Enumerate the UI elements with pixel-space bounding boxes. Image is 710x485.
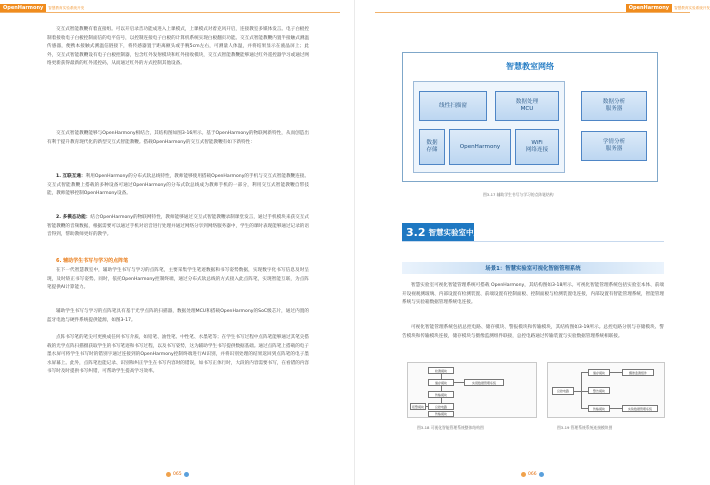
page-dot-icon [521,472,526,477]
feature-body: 利用OpenHarmony的分布式软总线特性，教师能够使用搭载OpenHarmony的手机与交互式智能教鞭连接。交互式智能教鞭上搭载的多种设备可通过OpenHarmony的分布式软总线成为教师手机的一部分，利用交互式智能教鞭自带技能，教师能够控制OpenHarmony设备。 [47,174,309,196]
paragraph: 交互式智能教鞭能够与OpenHarmony相结合，其结构图如图3-16所示。基于OpenHarmony的物联网新特性，从而创造出有利于提升教育现代化的新型交互式智能教鞭。搭载OpenHarmony的交互式智能教鞭有如下新特性： [47,131,309,145]
learning-server-box [581,131,647,161]
flow-box: 储存模块 [588,369,610,376]
flow-box: 总控电路 [552,387,574,395]
box-line: 存储 [426,147,438,153]
right-header [626,4,710,12]
flow-connector [441,398,442,403]
header-divider [375,12,690,13]
flow-connector [610,408,622,409]
diagram-title: 智慧教室网络 [506,62,554,71]
flow-connector [454,382,464,383]
pen-structure-diagram [402,52,658,182]
feature-title: 2. 多模态功能： [56,215,91,220]
flow-box: 警告模块 [588,387,610,394]
paragraph: 可视化智能管理系统包括总控电路、储存模块、警报模块和传输模块，其结构图如3-19所示。总控电路分别与存储模块、警告模块和传输模块连接，储存模块与摄像监测组件联接，总控电路通过传输装置与实验数据管理系统相联接。 [402,325,664,339]
left-header [0,4,84,12]
flow-connector [441,386,442,391]
flow-box: 摄像监测组件 [622,369,654,376]
right-page [355,0,710,485]
page-dot-icon [184,472,189,477]
flow-box: 传输模块 [428,391,454,398]
flow-box: 传输模块 [588,405,610,412]
box-line: 服务器 [605,146,623,152]
box-line: 网络连接 [525,147,549,153]
subheading [56,257,309,267]
subheading-text: 6. 辅助学生书写与学习的点阵笔 [56,258,129,264]
page-number [166,472,189,477]
section-divider [402,241,664,242]
paragraph: 辅助学生书写与学习的点阵笔具有基于光学点阵的扫描器，数据处理MCU和搭载OpenHarmony的SoC级芯片，通过内置的蓝牙电池与硬件系统提供能源，如图3-17。 [47,309,309,323]
flow-connector [426,406,428,407]
feature-paragraph [47,214,309,240]
flow-connector [581,372,582,409]
flow-connector [581,408,588,409]
feature-paragraph [47,173,309,199]
section-title: 智慧实验室中应用 [428,227,489,237]
flow-box: 实现数据管理系统 [464,379,504,386]
figure-caption: 图3-19 管理系统系统连接模块图 [557,425,613,430]
header-subtitle: 智慧教育实验系统开发 [674,5,710,10]
box-line: 服务器 [605,106,623,112]
figure-caption: 图3-18 可视化智能管理系统整体结构图 [417,425,484,430]
paragraph: 交互式智能教鞭有着直接组。可以开启录音功能成进入上课模式，上课模式对着克风开启，连接教室多媒体发言。电子白板控制着接收电子白板控制面信的电平信号，以控制连接电子白板的计算机系统实现白板翻页功能。交互式智能教鞭内置半接触式测温传感器，便携本接触式测温信链接下，将传感器置于距离额头或手腕5cm左右，可测量人体温，并将结果显示在液晶屏上；此外，交互式智能教鞭设有电子白板控制器，包含红外发射模块和红外接收模块，交互式智能教鞭能够通过红外遥控器学习或通过网络更新获得最新的红外遥控码，从而通过红外的方式控制其他设备。 [47,27,309,66]
scanner-box: 线性扫描窗 [419,91,487,121]
section-number: 3.2 [406,225,426,239]
header-divider [0,12,340,13]
paragraph: 在下一代智慧教室中，辅助学生书写与学习的点阵笔，主要采集学生笔迹数据和书写姿势数据，实现数字化书写信息及时呈现，及时矫正书写姿势。同时，依托OpenHarmony控制终端，通过分布式软总线的方式接入此点阵笔，实现智能互联，为点阵笔提供AI计算能力。 [47,268,309,290]
paragraph: 智慧实验室可视化智能管理系统可搭载 OpenHarmony，其结构图如3-18所示。可视化智能管理系统包括实验室本体、前端开设视观测玻璃、内部设置有检测装置、前端设置有控制面板、控制面板与检测装置电连接，内部设置有智能管理系统，智能管理系统与实验箱数据管理系统电连接。 [402,283,664,305]
flow-box: 实验数据管理系统 [622,405,658,412]
flowchart-3-18 [407,362,537,418]
section-header [402,223,502,241]
flow-box: 报警模块 [411,404,424,409]
flow-connector [441,374,442,379]
header-brand: OpenHarmony [0,4,46,12]
flow-box: 传输模块 [428,411,454,417]
page-number-text: 065 [173,472,182,477]
flow-box: 总控电路 [428,403,454,410]
box-line: WiFi [531,140,543,146]
wifi-box [515,129,559,165]
box-line: 学情分析 [602,139,626,145]
page-dot-icon [166,472,171,477]
scene-header [402,262,664,274]
analysis-server-box [581,91,647,121]
box-line: MCU [520,106,534,112]
mcu-box [495,91,559,121]
header-brand: OpenHarmony [626,4,672,12]
flow-box: 检测模块 [428,367,454,374]
box-line: 数据 [426,140,438,146]
paragraph: 点阵书写笔的笔尖可更换成任何书写介质，如铅笔、油性笔、中性笔、水墨笔等；在学生书写过程中点阵笔能够通过其笔尖搭载的光学点阵扫描摄获取学生的书写笔迹和书写过程，以及书写姿势，这为辅助学生书写提供数据基础。通过点阵笔上搭载的电子墨水屏可将学生书写时的错别字通过连接到的OpenHarmony控制终端进行AI识别，并将识别处理的结果返回到点阵笔的电子墨水屏幕上。此外，点阵笔也能记录、识别和纠正学生在书写内容时的错误，如书写正体行时，大段的内容需要书写，在看错的内容书写时及时提供书写纠错，可帮助学生提高学习效率。 [47,335,309,374]
scene-title: 场景1：智慧实验室可视化智能管理系统 [485,266,581,272]
box-line: 数据处理 [515,99,539,105]
feature-title: 1. 互联互通： [56,174,86,179]
flowchart-3-19 [547,362,665,418]
feature-body: 结合OpenHarmony的物联网特性，教师能够通过交互式智能教鞭录制课堂发言，通过手机模块来获交互式智能教鞭的音频数据，根据需要可以通过手机对语音进行处理并通过网络分享到网络服务器中，学生的课时表现能够通过记录的语音得到，帮助教师更好的教学。 [47,215,309,237]
page-number [521,472,544,477]
flow-connector [581,372,588,373]
flow-connector [610,372,622,373]
flow-box: 储存模块 [428,379,454,386]
openharmony-box: OpenHarmony [449,129,511,165]
box-line: 数据分析 [602,99,626,105]
page-dot-icon [539,472,544,477]
header-subtitle: 智慧教育实验系统开发 [48,5,85,10]
storage-box [419,129,445,165]
page-number-text: 066 [528,472,537,477]
figure-caption: 图3-17 辅助学生书写与学习的点阵笔结构 [483,192,554,197]
